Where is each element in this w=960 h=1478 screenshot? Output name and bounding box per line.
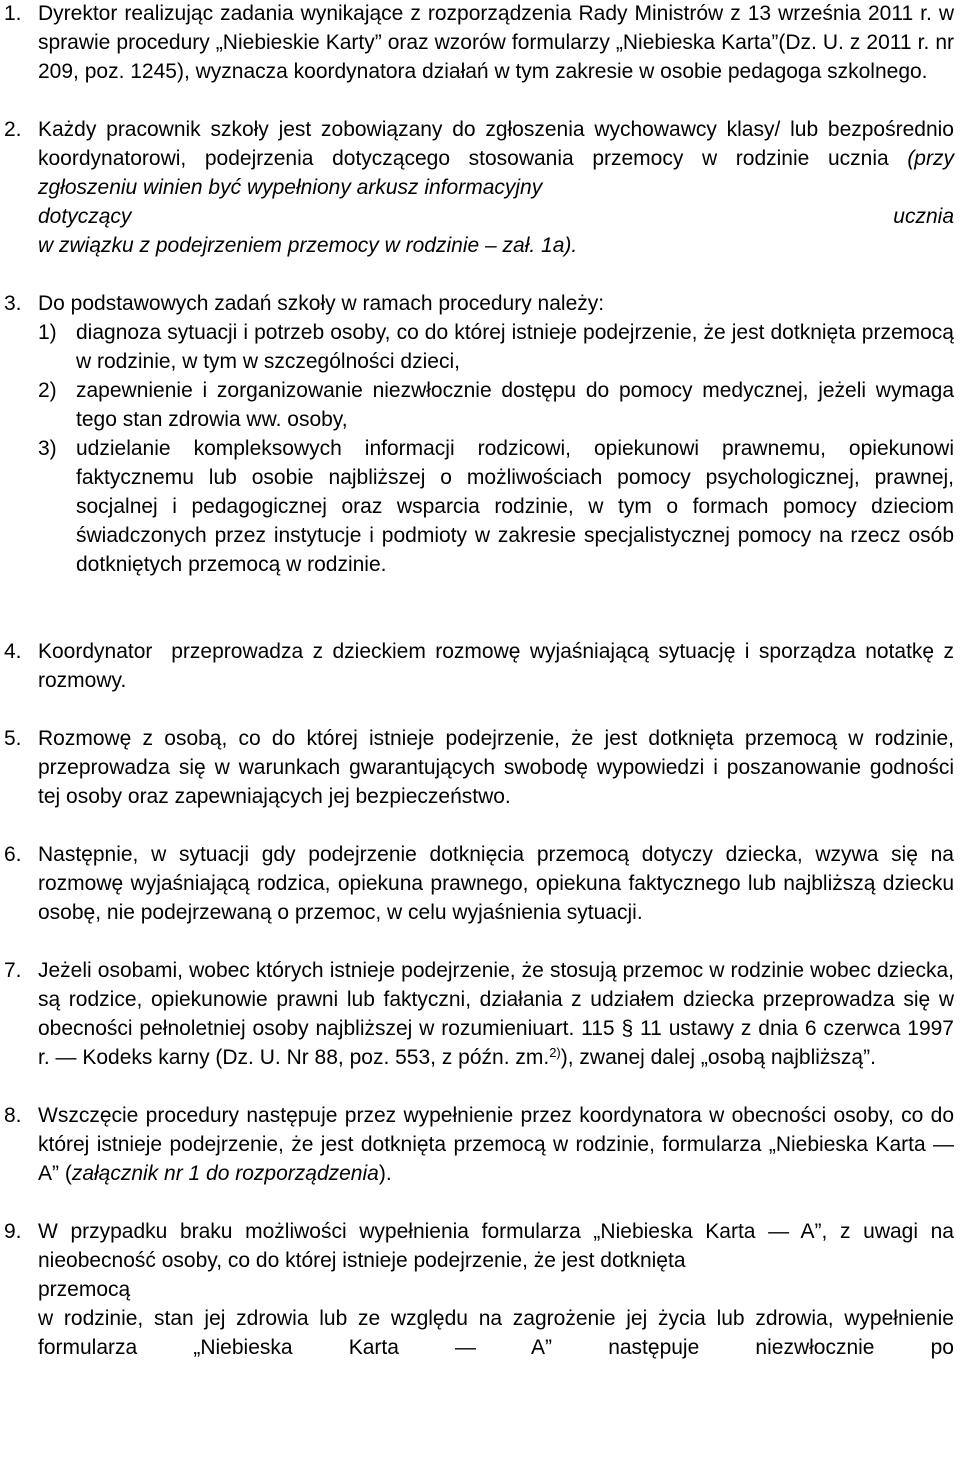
subitem-1 — [0, 318, 954, 376]
spread-left: dotyczący — [38, 205, 132, 228]
item-text — [38, 956, 954, 1072]
item-text-spread-line — [38, 202, 954, 231]
item-number: 7. — [4, 959, 22, 982]
list-item-7 — [0, 956, 954, 1072]
item-text-tail: ), zwanej dalej „osobą najbliższą”. — [560, 1046, 876, 1069]
item-text-main: Wszczęcie procedury następuje przez wypełnienie przez koordynatora w obecności osoby, co do której istnieje podejrzenie, że jest dotknięta przemocą w rodzinie, formularza „Niebieska Karta — A” ( — [38, 1104, 954, 1185]
subitem-3 — [0, 434, 954, 579]
item-number: 6. — [4, 843, 22, 866]
item-text: Rozmowę z osobą, co do której istnieje podejrzenie, że jest dotknięta przemocą w rodzinie, przeprowadza się w warunkach gwarantujących swobodę wypowiedzi i poszanowanie godności tej osoby oraz zapewniających jej bezpieczeństwo. — [38, 727, 954, 808]
item-number: 4. — [4, 640, 22, 663]
item-text-italic: załącznik nr 1 do rozporządzenia — [71, 1162, 379, 1185]
subitem-number: 1) — [38, 321, 57, 344]
item-number: 5. — [4, 727, 22, 750]
item-number: 9. — [4, 1220, 22, 1243]
item-number: 1. — [4, 2, 22, 25]
list-item-9 — [0, 1217, 954, 1362]
subitem-text: diagnoza sytuacji i potrzeb osoby, co do której istnieje podejrzenie, że jest dotknięta przemocą w rodzinie, w tym w szczególności dzieci, — [76, 321, 954, 373]
subitem-number: 3) — [38, 437, 57, 460]
item-number: 3. — [4, 292, 22, 315]
item-text-main: Jeżeli osobami, wobec których istnieje podejrzenie, że stosują przemoc w rodzinie wobec dziecka, są rodzice, opiekunowie prawni lub faktyczni, działania z udziałem dziecka przeprowadza się w obecności pełnoletniej osoby najbliższej w rozumieniuart. 115 § 11 ustawy z dnia 6 czerwca 1997 r. — Kodeks karny (Dz. U. Nr 88, poz. 553, z późn. zm. — [38, 959, 954, 1069]
item-text-continuation: w rodzinie, stan jej zdrowia lub ze względu na zagrożenie jej życia lub zdrowia, wypełnienie formularza „Niebieska Karta — A” następuje niezwłocznie po — [38, 1307, 954, 1359]
subitem-text: zapewnienie i zorganizowanie niezwłocznie dostępu do pomocy medycznej, jeżeli wymaga tego stan zdrowia ww. osoby, — [76, 379, 954, 431]
list-item-1 — [0, 0, 954, 86]
item-text-main: Każdy pracownik szkoły jest zobowiązany do zgłoszenia wychowawcy klasy/ lub bezpośrednio koordynatorowi, podejrzenia dotyczącego stosowania przemocy w rodzinie ucznia — [38, 118, 954, 170]
subitem-2 — [0, 376, 954, 434]
list-item-5 — [0, 724, 954, 811]
item-text — [38, 115, 954, 202]
list-item-8 — [0, 1101, 954, 1188]
list-item-4 — [0, 637, 960, 695]
item-text: Do podstawowych zadań szkoły w ramach procedury należy: — [38, 292, 605, 315]
list-item-6 — [0, 840, 954, 927]
item-text: Dyrektor realizując zadania wynikające z rozporządzenia Rady Ministrów z 13 września 2011 r. w sprawie procedury „Niebieskie Karty” oraz wzorów formularzy „Niebieska Karta”(Dz. U. z 2011 r. nr 209, poz. 1245), wyznacza koordynatora działań w tym zakresie w osobie pedagoga szkolnego. — [38, 2, 954, 83]
list-item-2 — [0, 115, 954, 260]
footnote-marker: 2) — [549, 1045, 561, 1060]
item-text-tail: ). — [378, 1162, 392, 1185]
item-text-italic: (przy zgłoszeniu winien być wypełniony arkusz informacyjny — [38, 147, 954, 199]
item-text: W przypadku braku możliwości wypełnienia formularza „Niebieska Karta — A”, z uwagi na nieobecność osoby, co do której istnieje podejrzenie, że jest dotknięta — [38, 1220, 954, 1272]
item-text — [38, 1101, 954, 1188]
item-text: Następnie, w sytuacji gdy podejrzenie dotknięcia przemocą dotyczy dziecka, wzywa się na rozmowę wyjaśniającą rodzica, opiekuna prawnego, opiekuna faktycznego lub najbliższą dziecku osobę, nie podejrzewaną o przemoc, w celu wyjaśnienia sytuacji. — [38, 843, 954, 924]
item-text: Koordynator przeprowadza z dzieckiem rozmowę wyjaśniającą sytuację i sporządza notatkę z rozmowy. — [38, 640, 960, 692]
spread-right: ucznia — [893, 205, 954, 228]
subitem-number: 2) — [38, 379, 57, 402]
list-item-3 — [0, 289, 954, 318]
item-number: 2. — [4, 118, 22, 141]
subitem-text: udzielanie kompleksowych informacji rodzicowi, opiekunowi prawnemu, opiekunowi faktycznemu lub osobie najbliższej o możliwościach pomocy psychologicznej, prawnej, socjalnej i pedagogicznej oraz wsparcia rodzinie, w tym o formach pomocy dzieciom świadczonych przez instytucje i podmioty w zakresie specjalistycznej pomocy na rzecz osób dotkniętych przemocą w rodzinie. — [76, 437, 954, 576]
item-text-last: w związku z podejrzeniem przemocy w rodzinie – zał. 1a). — [38, 234, 578, 257]
item-number: 8. — [4, 1104, 22, 1127]
item-text-line: przemocą — [38, 1278, 131, 1301]
